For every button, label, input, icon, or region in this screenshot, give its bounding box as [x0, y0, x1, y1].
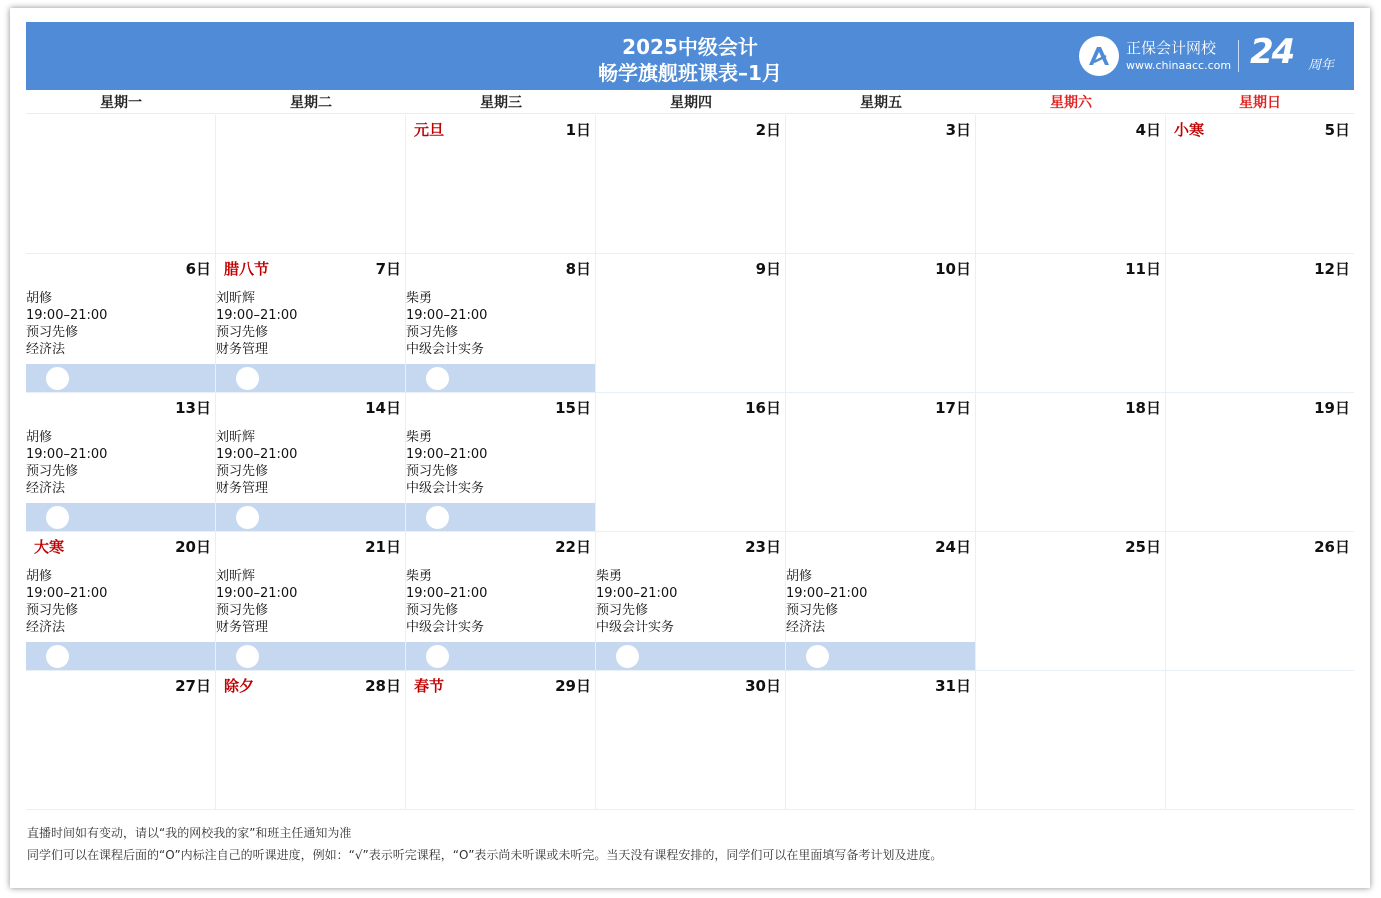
lesson-teacher: 柴勇: [406, 569, 433, 584]
lesson-type: 预习先修: [26, 325, 79, 340]
calendar-grid: [26, 115, 1354, 810]
calendar-day-cell: [406, 532, 596, 671]
day-number: 5日: [1324, 121, 1350, 139]
progress-mark-bar: [216, 364, 405, 392]
calendar-day-cell: [596, 115, 786, 254]
progress-mark-bar: [26, 503, 215, 531]
festival-label: 小寒: [1174, 121, 1205, 139]
lesson-info: [406, 429, 487, 497]
lesson-time: 19:00–21:00: [26, 586, 108, 601]
lesson-info: [216, 429, 297, 497]
progress-mark-bar: [596, 642, 785, 670]
calendar-day-cell: [406, 254, 596, 393]
calendar-day-cell: [786, 115, 976, 254]
anniversary-number: 24: [1250, 32, 1294, 72]
lesson-info: [26, 290, 107, 358]
day-number: 12日: [1314, 260, 1350, 278]
lesson-teacher: 柴勇: [406, 291, 433, 306]
title-class-month: 畅学旗舰班课表–1月: [598, 61, 782, 85]
lesson-teacher: 柴勇: [406, 430, 433, 445]
lesson-subject: 财务管理: [216, 342, 269, 357]
lesson-time: 19:00–21:00: [216, 586, 298, 601]
weekday-label: 星期六: [976, 92, 1166, 114]
lesson-time: 19:00–21:00: [406, 586, 488, 601]
calendar-day-cell: [976, 254, 1166, 393]
calendar-day-cell: [976, 532, 1166, 671]
anniversary-unit: 周年: [1308, 58, 1335, 73]
progress-circle-icon[interactable]: [236, 506, 259, 529]
day-number: 19日: [1314, 399, 1350, 417]
day-number: 14日: [365, 399, 401, 417]
lesson-info: [26, 568, 107, 636]
festival-label: 除夕: [224, 677, 255, 695]
lesson-info: [786, 568, 867, 636]
calendar-day-cell: [976, 393, 1166, 532]
lesson-teacher: 胡修: [786, 569, 813, 584]
progress-mark-bar: [406, 503, 595, 531]
day-number: 27日: [175, 677, 211, 695]
calendar-day-cell: [26, 115, 216, 254]
weekday-label: 星期日: [1166, 92, 1354, 114]
lesson-time: 19:00–21:00: [406, 308, 488, 323]
calendar-day-cell: [786, 393, 976, 532]
progress-circle-icon[interactable]: [46, 506, 69, 529]
title-year-course: 2025中级会计: [622, 35, 758, 59]
calendar-day-cell: [596, 393, 786, 532]
weekday-label: 星期一: [26, 92, 216, 114]
progress-mark-bar: [406, 642, 595, 670]
day-number: 28日: [365, 677, 401, 695]
festival-label: 大寒: [34, 538, 65, 556]
day-number: 22日: [555, 538, 591, 556]
lesson-info: [406, 290, 487, 358]
lesson-subject: 经济法: [26, 342, 66, 357]
lesson-info: [216, 568, 297, 636]
brand-url: www.chinaacc.com: [1126, 59, 1232, 72]
day-number: 4日: [1135, 121, 1161, 139]
day-number: 24日: [935, 538, 971, 556]
lesson-info: [596, 568, 677, 636]
day-number: 2日: [755, 121, 781, 139]
festival-label: 元旦: [414, 121, 445, 139]
footnotes: [27, 822, 942, 866]
day-number: 29日: [555, 677, 591, 695]
calendar-day-cell: [406, 393, 596, 532]
calendar-day-cell: [26, 671, 216, 810]
progress-circle-icon[interactable]: [426, 367, 449, 390]
lesson-teacher: 胡修: [26, 569, 53, 584]
brand-name: 正保会计网校: [1126, 39, 1217, 57]
day-number: 30日: [745, 677, 781, 695]
calendar-day-cell: [406, 115, 596, 254]
calendar-day-cell: [786, 254, 976, 393]
lesson-type: 预习先修: [596, 603, 649, 618]
progress-circle-icon[interactable]: [236, 645, 259, 668]
lesson-time: 19:00–21:00: [26, 447, 108, 462]
day-number: 3日: [945, 121, 971, 139]
lesson-teacher: 胡修: [26, 430, 53, 445]
day-number: 18日: [1125, 399, 1161, 417]
progress-mark-bar: [786, 642, 975, 670]
calendar-day-cell: [216, 115, 406, 254]
progress-circle-icon[interactable]: [46, 367, 69, 390]
progress-circle-icon[interactable]: [616, 645, 639, 668]
weekday-label: 星期二: [216, 92, 406, 114]
lesson-type: 预习先修: [406, 464, 459, 479]
calendar-day-cell: [976, 671, 1166, 810]
brand-divider: [1238, 40, 1239, 72]
lesson-teacher: 柴勇: [596, 569, 623, 584]
calendar-day-cell: [786, 671, 976, 810]
day-number: 20日: [175, 538, 211, 556]
calendar-day-cell: [216, 393, 406, 532]
lesson-type: 预习先修: [216, 464, 269, 479]
day-number: 10日: [935, 260, 971, 278]
progress-circle-icon[interactable]: [236, 367, 259, 390]
calendar-day-cell: [406, 671, 596, 810]
lesson-info: [406, 568, 487, 636]
day-number: 13日: [175, 399, 211, 417]
lesson-subject: 财务管理: [216, 481, 269, 496]
weekday-label: 星期五: [786, 92, 976, 114]
lesson-teacher: 刘昕辉: [216, 569, 256, 584]
lesson-time: 19:00–21:00: [216, 447, 298, 462]
lesson-type: 预习先修: [26, 603, 79, 618]
calendar-day-cell: [216, 671, 406, 810]
lesson-type: 预习先修: [406, 325, 459, 340]
calendar-day-cell: [596, 254, 786, 393]
progress-mark-bar: [406, 364, 595, 392]
day-number: 1日: [565, 121, 591, 139]
day-number: 9日: [755, 260, 781, 278]
schedule-header: [26, 22, 1354, 90]
progress-mark-bar: [216, 642, 405, 670]
weekday-label: 星期三: [406, 92, 596, 114]
lesson-subject: 财务管理: [216, 620, 269, 635]
lesson-time: 19:00–21:00: [406, 447, 488, 462]
lesson-type: 预习先修: [216, 603, 269, 618]
note-broadcast-change: 直播时间如有变动，请以“我的网校我的家”和班主任通知为准: [27, 826, 352, 840]
lesson-subject: 中级会计实务: [406, 342, 485, 357]
weekday-header-row: [26, 92, 1354, 114]
lesson-type: 预习先修: [216, 325, 269, 340]
day-number: 26日: [1314, 538, 1350, 556]
calendar-day-cell: [26, 532, 216, 671]
lesson-teacher: 胡修: [26, 291, 53, 306]
day-number: 7日: [375, 260, 401, 278]
calendar-day-cell: [596, 671, 786, 810]
calendar-day-cell: [1166, 532, 1354, 671]
progress-circle-icon[interactable]: [806, 645, 829, 668]
festival-label: 春节: [414, 677, 445, 695]
calendar-day-cell: [216, 254, 406, 393]
lesson-teacher: 刘昕辉: [216, 291, 256, 306]
lesson-subject: 经济法: [26, 481, 66, 496]
calendar-day-cell: [1166, 254, 1354, 393]
lesson-info: [26, 429, 107, 497]
lesson-subject: 中级会计实务: [406, 481, 485, 496]
lesson-info: [216, 290, 297, 358]
day-number: 25日: [1125, 538, 1161, 556]
calendar-day-cell: [216, 532, 406, 671]
calendar-day-cell: [1166, 671, 1354, 810]
lesson-subject: 中级会计实务: [406, 620, 485, 635]
day-number: 21日: [365, 538, 401, 556]
lesson-type: 预习先修: [406, 603, 459, 618]
calendar-day-cell: [1166, 393, 1354, 532]
lesson-time: 19:00–21:00: [596, 586, 678, 601]
calendar-day-cell: [1166, 115, 1354, 254]
lesson-teacher: 刘昕辉: [216, 430, 256, 445]
progress-circle-icon[interactable]: [426, 506, 449, 529]
day-number: 17日: [935, 399, 971, 417]
lesson-subject: 经济法: [786, 620, 826, 635]
progress-mark-bar: [216, 503, 405, 531]
calendar-day-cell: [596, 532, 786, 671]
day-number: 11日: [1125, 260, 1161, 278]
festival-label: 腊八节: [224, 260, 270, 278]
day-number: 16日: [745, 399, 781, 417]
calendar-day-cell: [976, 115, 1166, 254]
lesson-time: 19:00–21:00: [26, 308, 108, 323]
progress-mark-bar: [26, 364, 215, 392]
lesson-subject: 中级会计实务: [596, 620, 675, 635]
weekday-label: 星期四: [596, 92, 786, 114]
day-number: 23日: [745, 538, 781, 556]
lesson-type: 预习先修: [786, 603, 839, 618]
progress-mark-bar: [26, 642, 215, 670]
day-number: 6日: [185, 260, 211, 278]
lesson-subject: 经济法: [26, 620, 66, 635]
day-number: 8日: [565, 260, 591, 278]
progress-circle-icon[interactable]: [426, 645, 449, 668]
calendar-day-cell: [26, 254, 216, 393]
progress-circle-icon[interactable]: [46, 645, 69, 668]
day-number: 31日: [935, 677, 971, 695]
day-number: 15日: [555, 399, 591, 417]
lesson-time: 19:00–21:00: [786, 586, 868, 601]
lesson-time: 19:00–21:00: [216, 308, 298, 323]
calendar-day-cell: [26, 393, 216, 532]
calendar-day-cell: [786, 532, 976, 671]
lesson-type: 预习先修: [26, 464, 79, 479]
chinaacc-logo-icon: [1079, 36, 1119, 76]
note-progress-marking: 同学们可以在课程后面的“O”内标注自己的听课进度，例如：“√”表示听完课程，“O”表示尚未听课或未听完。当天没有课程安排的，同学们可以在里面填写备考计划及进度。: [27, 848, 943, 862]
